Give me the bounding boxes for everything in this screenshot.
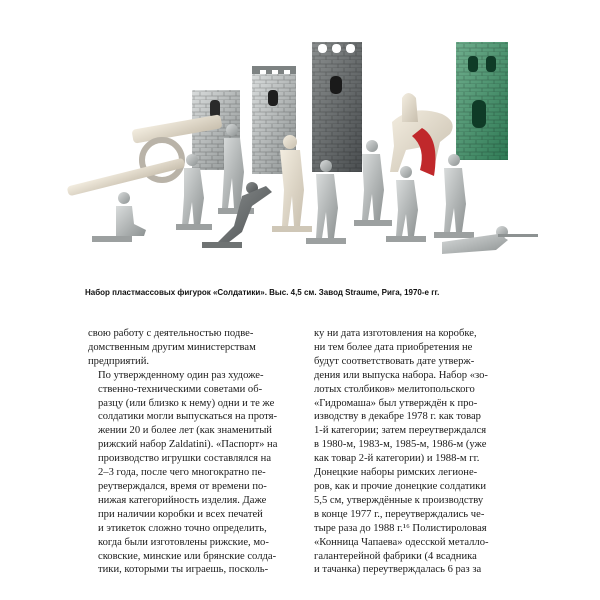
text-line: ни тем более дата приобретения не [314,341,473,353]
horse-rider-figure [390,93,453,176]
paragraph [88,369,290,578]
text-line: когда были изготовлены рижские, мо- [98,536,269,548]
text-line: По утвержденному один раз художе- [98,369,264,381]
text-line: будут соответствовать дате утверж- [314,355,475,367]
text-line: производство игрушки составлялся на [98,453,272,465]
text-column-left [88,327,290,577]
text-line: в 1980-м, 1983-м, 1985-м, 1986-м (уже [314,439,487,451]
text-line: и тачанка) переутверждалась 6 раз за [314,564,482,576]
figure-caption: Набор пластмассовых фигурок «Солдатики». Выс. 4,5 см. Завод Straume, Рига, 1970-е гг. [85,288,440,297]
soldier-figure-7 [386,166,426,242]
soldier-figure-kneeling [92,192,146,242]
text-line: Донецкие наборы римских легионе- [314,467,478,479]
text-line: жении 20 и более лет (как знаменитый [98,425,272,437]
text-line: нижая категорийность изделия. Даже [98,494,267,506]
tower-wall-green [456,42,508,160]
text-line: свою работу с деятельностью подве- [88,328,254,339]
text-line: и этикеток сложно точно определить, [98,522,267,534]
paragraph [314,327,516,577]
text-line: домственным другим министерствам [88,341,256,353]
text-line: дения или выпуска набора. Набор «зо- [314,369,488,381]
text-line: «Конница Чапаева» одесской металло- [314,536,489,548]
text-line: лотых столбиков» мелитопольского [314,383,475,395]
text-line: галантерейной фабрики (4 всадника [314,550,477,562]
text-line: сковские, минские или брянские солда- [98,550,277,562]
text-line: 2–3 года, после чего многократно пе- [98,467,266,479]
soldier-figure-8 [434,154,474,238]
text-line: в конце 1977 г., переутверждались че- [314,508,485,520]
paragraph [88,327,290,369]
text-line: реутверждался, время от времени по- [98,480,267,492]
text-line: солдатики могли выпускаться на протя- [98,411,278,423]
text-line: ственно-техническими советами об- [98,383,263,395]
text-line: изводству в декабре 1978 г. как товар [314,411,481,423]
text-line: ров, как и прочие донецкие солдатики [314,480,487,492]
text-line: ку ни дата изготовления на коробке, [314,328,477,339]
text-line: при наличии коробки и всех печатей [98,508,263,520]
text-line: разцу (или близко к нему) одни и те же [98,397,275,409]
text-line: как товар 2-й категории) и 1988-м гг. [314,453,480,465]
text-line: 1-й категории; затем переутверждался [314,425,487,437]
text-column-right [314,327,516,577]
tower-wall-3 [312,42,362,172]
text-line: предприятий. [88,355,150,367]
text-line: рижский набор Zaldatini). «Паспорт» на [98,439,278,451]
text-line: «Гидромаша» был утверждён к про- [314,397,478,409]
text-line: тики, которыми ты играешь, посколь- [98,564,269,576]
text-line: 5,5 см, утверждённые к производству [314,494,484,506]
text-line: тыре раза до 1988 г.¹⁶ Полистироловая [314,522,487,534]
toy-soldiers-photo [62,28,542,273]
